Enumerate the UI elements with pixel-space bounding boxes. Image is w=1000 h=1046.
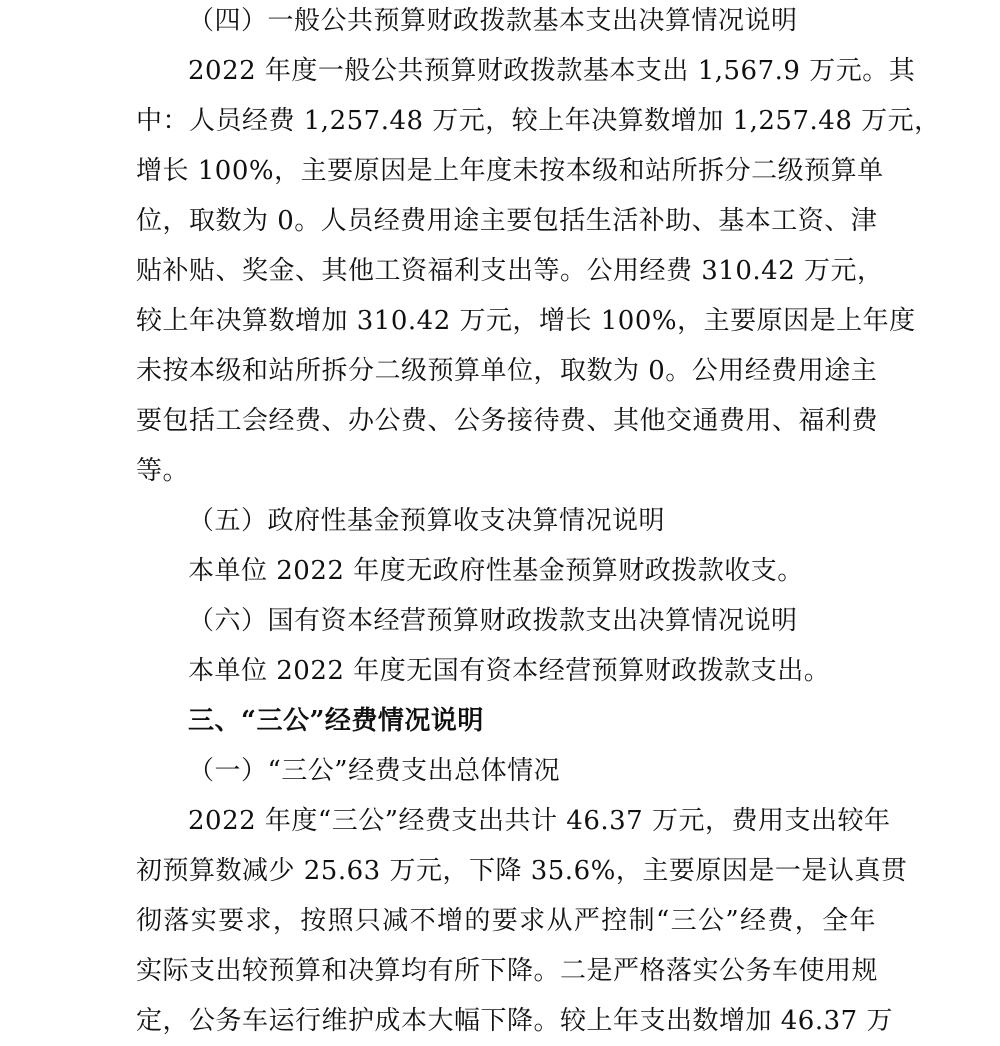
- section-5-paragraph: 本单位 2022 年度无政府性基金预算财政拨款收支。: [188, 556, 804, 586]
- section-4-paragraph-line-8: 要包括工会经费、办公费、公务接待费、其他交通费用、福利费: [136, 406, 879, 436]
- subsection-1-heading: （一）“三公”经费支出总体情况: [188, 756, 561, 786]
- subsection-1-paragraph-line-3: 彻落实要求，按照只减不增的要求从严控制“三公”经费，全年: [136, 906, 876, 936]
- section-4-paragraph-line-7: 未按本级和站所拆分二级预算单位，取数为 0。公用经费用途主: [136, 356, 878, 386]
- section-6-paragraph: 本单位 2022 年度无国有资本经营预算财政拨款支出。: [188, 656, 831, 686]
- section-4-paragraph-line-4: 位，取数为 0。人员经费用途主要包括生活补助、基本工资、津: [136, 206, 878, 236]
- section-4-paragraph-line-6: 较上年决算数增加 310.42 万元，增长 100%，主要原因是上年度: [136, 306, 916, 336]
- section-4-paragraph-line-2: 中：人员经费 1,257.48 万元，较上年决算数增加 1,257.48 万元，: [136, 106, 941, 136]
- section-5-heading: （五）政府性基金预算收支决算情况说明: [188, 506, 666, 536]
- section-4-paragraph-line-1: 2022 年度一般公共预算财政拨款基本支出 1,567.9 万元。其: [188, 56, 916, 86]
- section-4-paragraph-line-3: 增长 100%，主要原因是上年度未按本级和站所拆分二级预算单: [136, 156, 884, 186]
- section-4-paragraph-line-9: 等。: [136, 456, 190, 486]
- section-4-heading: （四）一般公共预算财政拨款基本支出决算情况说明: [188, 6, 798, 36]
- part-3-heading: 三、“三公”经费情况说明: [188, 706, 484, 736]
- section-6-heading: （六）国有资本经营预算财政拨款支出决算情况说明: [188, 606, 798, 636]
- subsection-1-paragraph-line-2: 初预算数减少 25.63 万元，下降 35.6%，主要原因是一是认真贯: [136, 856, 908, 886]
- section-4-paragraph-line-5: 贴补贴、奖金、其他工资福利支出等。公用经费 310.42 万元，: [136, 256, 884, 286]
- subsection-1-paragraph-line-4: 实际支出较预算和决算均有所下降。二是严格落实公务车使用规: [136, 956, 879, 986]
- subsection-1-paragraph-line-5: 定，公务车运行维护成本大幅下降。较上年支出数增加 46.37 万: [136, 1006, 893, 1036]
- subsection-1-paragraph-line-1: 2022 年度“三公”经费支出共计 46.37 万元，费用支出较年: [188, 806, 891, 836]
